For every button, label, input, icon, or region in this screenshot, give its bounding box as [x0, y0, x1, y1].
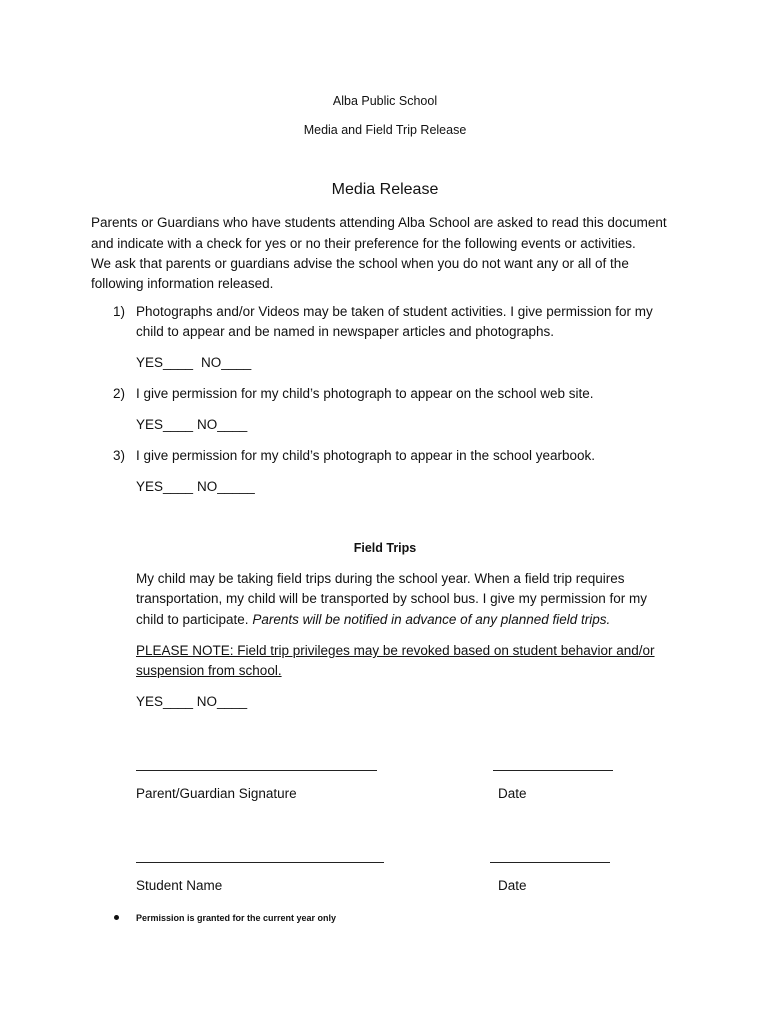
- field-trips-line-2: transportation, my child will be transported by school bus. I give my permission for my: [136, 591, 647, 606]
- parent-signature-label: Parent/Guardian Signature: [136, 786, 297, 801]
- item-3-line-1: I give permission for my child’s photograph to appear in the school yearbook.: [136, 448, 596, 463]
- item-2-no[interactable]: NO____: [197, 417, 248, 432]
- item-1-number: 1): [113, 304, 126, 319]
- bullet-icon: [114, 915, 119, 920]
- intro-line-4: following information released.: [91, 276, 274, 291]
- footnote: Permission is granted for the current year only: [136, 913, 337, 923]
- field-trips-heading: Field Trips: [353, 541, 417, 555]
- field-trips-line-3-plain: child to participate.: [136, 612, 253, 627]
- please-note-line-2: suspension from school.: [136, 663, 282, 678]
- item-3-yes[interactable]: YES____: [136, 479, 194, 494]
- item-1-line-2: child to appear and be named in newspaper articles and photographs.: [136, 324, 555, 339]
- item-2-number: 2): [113, 386, 126, 401]
- parent-date-label: Date: [498, 786, 527, 801]
- field-trips-line-1: My child may be taking field trips during the school year. When a field trip requires: [136, 571, 625, 586]
- school-name: Alba Public School: [332, 94, 438, 108]
- intro-line-3: We ask that parents or guardians advise the school when you do not want any or all of the: [91, 256, 629, 271]
- student-name-line[interactable]: [136, 862, 384, 863]
- intro-line-1: Parents or Guardians who have students attending Alba School are asked to read this document: [91, 215, 667, 230]
- student-name-label: Student Name: [136, 878, 223, 893]
- student-date-label: Date: [498, 878, 527, 893]
- item-1-yes[interactable]: YES____: [136, 355, 194, 370]
- item-2-yes[interactable]: YES____: [136, 417, 194, 432]
- item-3-no[interactable]: NO_____: [197, 479, 255, 494]
- item-3-number: 3): [113, 448, 126, 463]
- item-1-no[interactable]: NO____: [201, 355, 252, 370]
- item-2-line-1: I give permission for my child’s photograph to appear on the school web site.: [136, 386, 594, 401]
- field-trips-line-3: [136, 612, 610, 627]
- form-title: Media and Field Trip Release: [303, 123, 467, 137]
- please-note-line-1: PLEASE NOTE: Field trip privileges may be revoked based on student behavior and/or: [136, 643, 655, 658]
- field-trips-notice-italic: Parents will be notified in advance of any planned field trips.: [252, 612, 611, 627]
- item-1-line-1: Photographs and/or Videos may be taken of student activities. I give permission for my: [136, 304, 653, 319]
- intro-line-2: and indicate with a check for yes or no their preference for the following events or activities.: [91, 236, 636, 251]
- student-date-line[interactable]: [490, 862, 610, 863]
- parent-date-line[interactable]: [493, 770, 613, 771]
- media-release-heading: Media Release: [331, 181, 439, 198]
- field-trips-yes-no[interactable]: YES____ NO____: [136, 694, 248, 709]
- parent-signature-line[interactable]: [136, 770, 377, 771]
